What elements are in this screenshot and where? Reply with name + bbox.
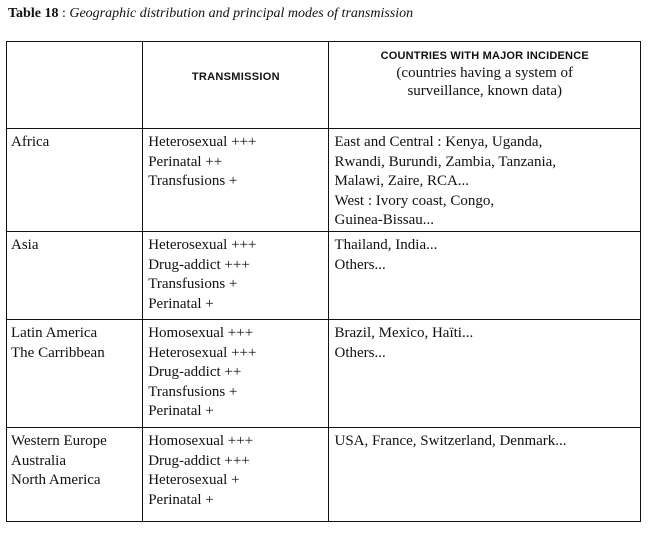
region-line: Latin America (11, 325, 98, 341)
countries-line: Malawi, Zaire, RCA... (334, 173, 470, 189)
region-line: The Carribbean (11, 344, 105, 361)
header-countries-title: COUNTRIES WITH MAJOR INCIDENCE (380, 50, 589, 62)
transmission-cell (143, 232, 329, 320)
transmission-line: Homosexual +++ (148, 325, 254, 341)
caption-separator: : (58, 6, 70, 21)
region-cell (7, 129, 143, 232)
transmission-line: Perinatal + (148, 491, 214, 508)
countries-cell (329, 320, 641, 428)
region-line: Asia (11, 237, 39, 253)
transmission-line: Heterosexual + (148, 472, 240, 488)
transmission-table (6, 41, 641, 522)
table-row (7, 232, 641, 320)
transmission-line: Transfusions + (148, 173, 238, 189)
table-row (7, 129, 641, 232)
transmission-cell (143, 428, 329, 522)
countries-line: Rwandi, Burundi, Zambia, Tanzania, (334, 153, 557, 170)
transmission-line: Transfusions + (148, 276, 238, 292)
region-cell (7, 320, 143, 428)
region-line: Western Europe (11, 433, 107, 449)
header-region (7, 42, 143, 129)
countries-line: Brazil, Mexico, Haïti... (334, 325, 474, 341)
countries-line: Thailand, India... (334, 237, 438, 253)
header-countries-sub-1: (countries having a system of (396, 65, 574, 81)
header-transmission: TRANSMISSION (143, 42, 329, 129)
header-row (7, 42, 641, 129)
countries-line: USA, France, Switzerland, Denmark... (334, 433, 567, 449)
transmission-line: Perinatal ++ (148, 153, 223, 170)
table-title: Geographic distribution and principal modes of transmission (69, 6, 414, 21)
transmission-line: Perinatal + (148, 295, 214, 312)
countries-line: Guinea-Bissau... (334, 212, 435, 228)
transmission-line: Perinatal + (148, 403, 214, 419)
region-line: Africa (11, 134, 50, 150)
transmission-line: Homosexual +++ (148, 433, 254, 449)
region-cell (7, 232, 143, 320)
transmission-line: Transfusions + (148, 383, 238, 400)
header-countries-sub-2: surveillance, known data) (407, 83, 562, 99)
countries-cell (329, 129, 641, 232)
region-line: North America (11, 472, 101, 488)
transmission-cell (143, 320, 329, 428)
region-line: Australia (11, 452, 66, 469)
countries-line: Others... (334, 344, 386, 361)
countries-line: West : Ivory coast, Congo, (334, 192, 495, 209)
transmission-line: Drug-addict +++ (148, 452, 250, 469)
transmission-line: Heterosexual +++ (148, 237, 257, 253)
table-row (7, 320, 641, 428)
region-cell (7, 428, 143, 522)
countries-cell (329, 428, 641, 522)
table-row (7, 428, 641, 522)
table-caption (8, 6, 413, 22)
countries-line: East and Central : Kenya, Uganda, (334, 134, 543, 150)
transmission-line: Drug-addict +++ (148, 256, 250, 273)
countries-line: Others... (334, 256, 386, 273)
header-countries (329, 42, 641, 129)
countries-cell (329, 232, 641, 320)
transmission-line: Heterosexual +++ (148, 134, 257, 150)
table-number: Table 18 (8, 6, 59, 21)
transmission-line: Drug-addict ++ (148, 364, 242, 380)
transmission-cell (143, 129, 329, 232)
transmission-line: Heterosexual +++ (148, 344, 257, 361)
